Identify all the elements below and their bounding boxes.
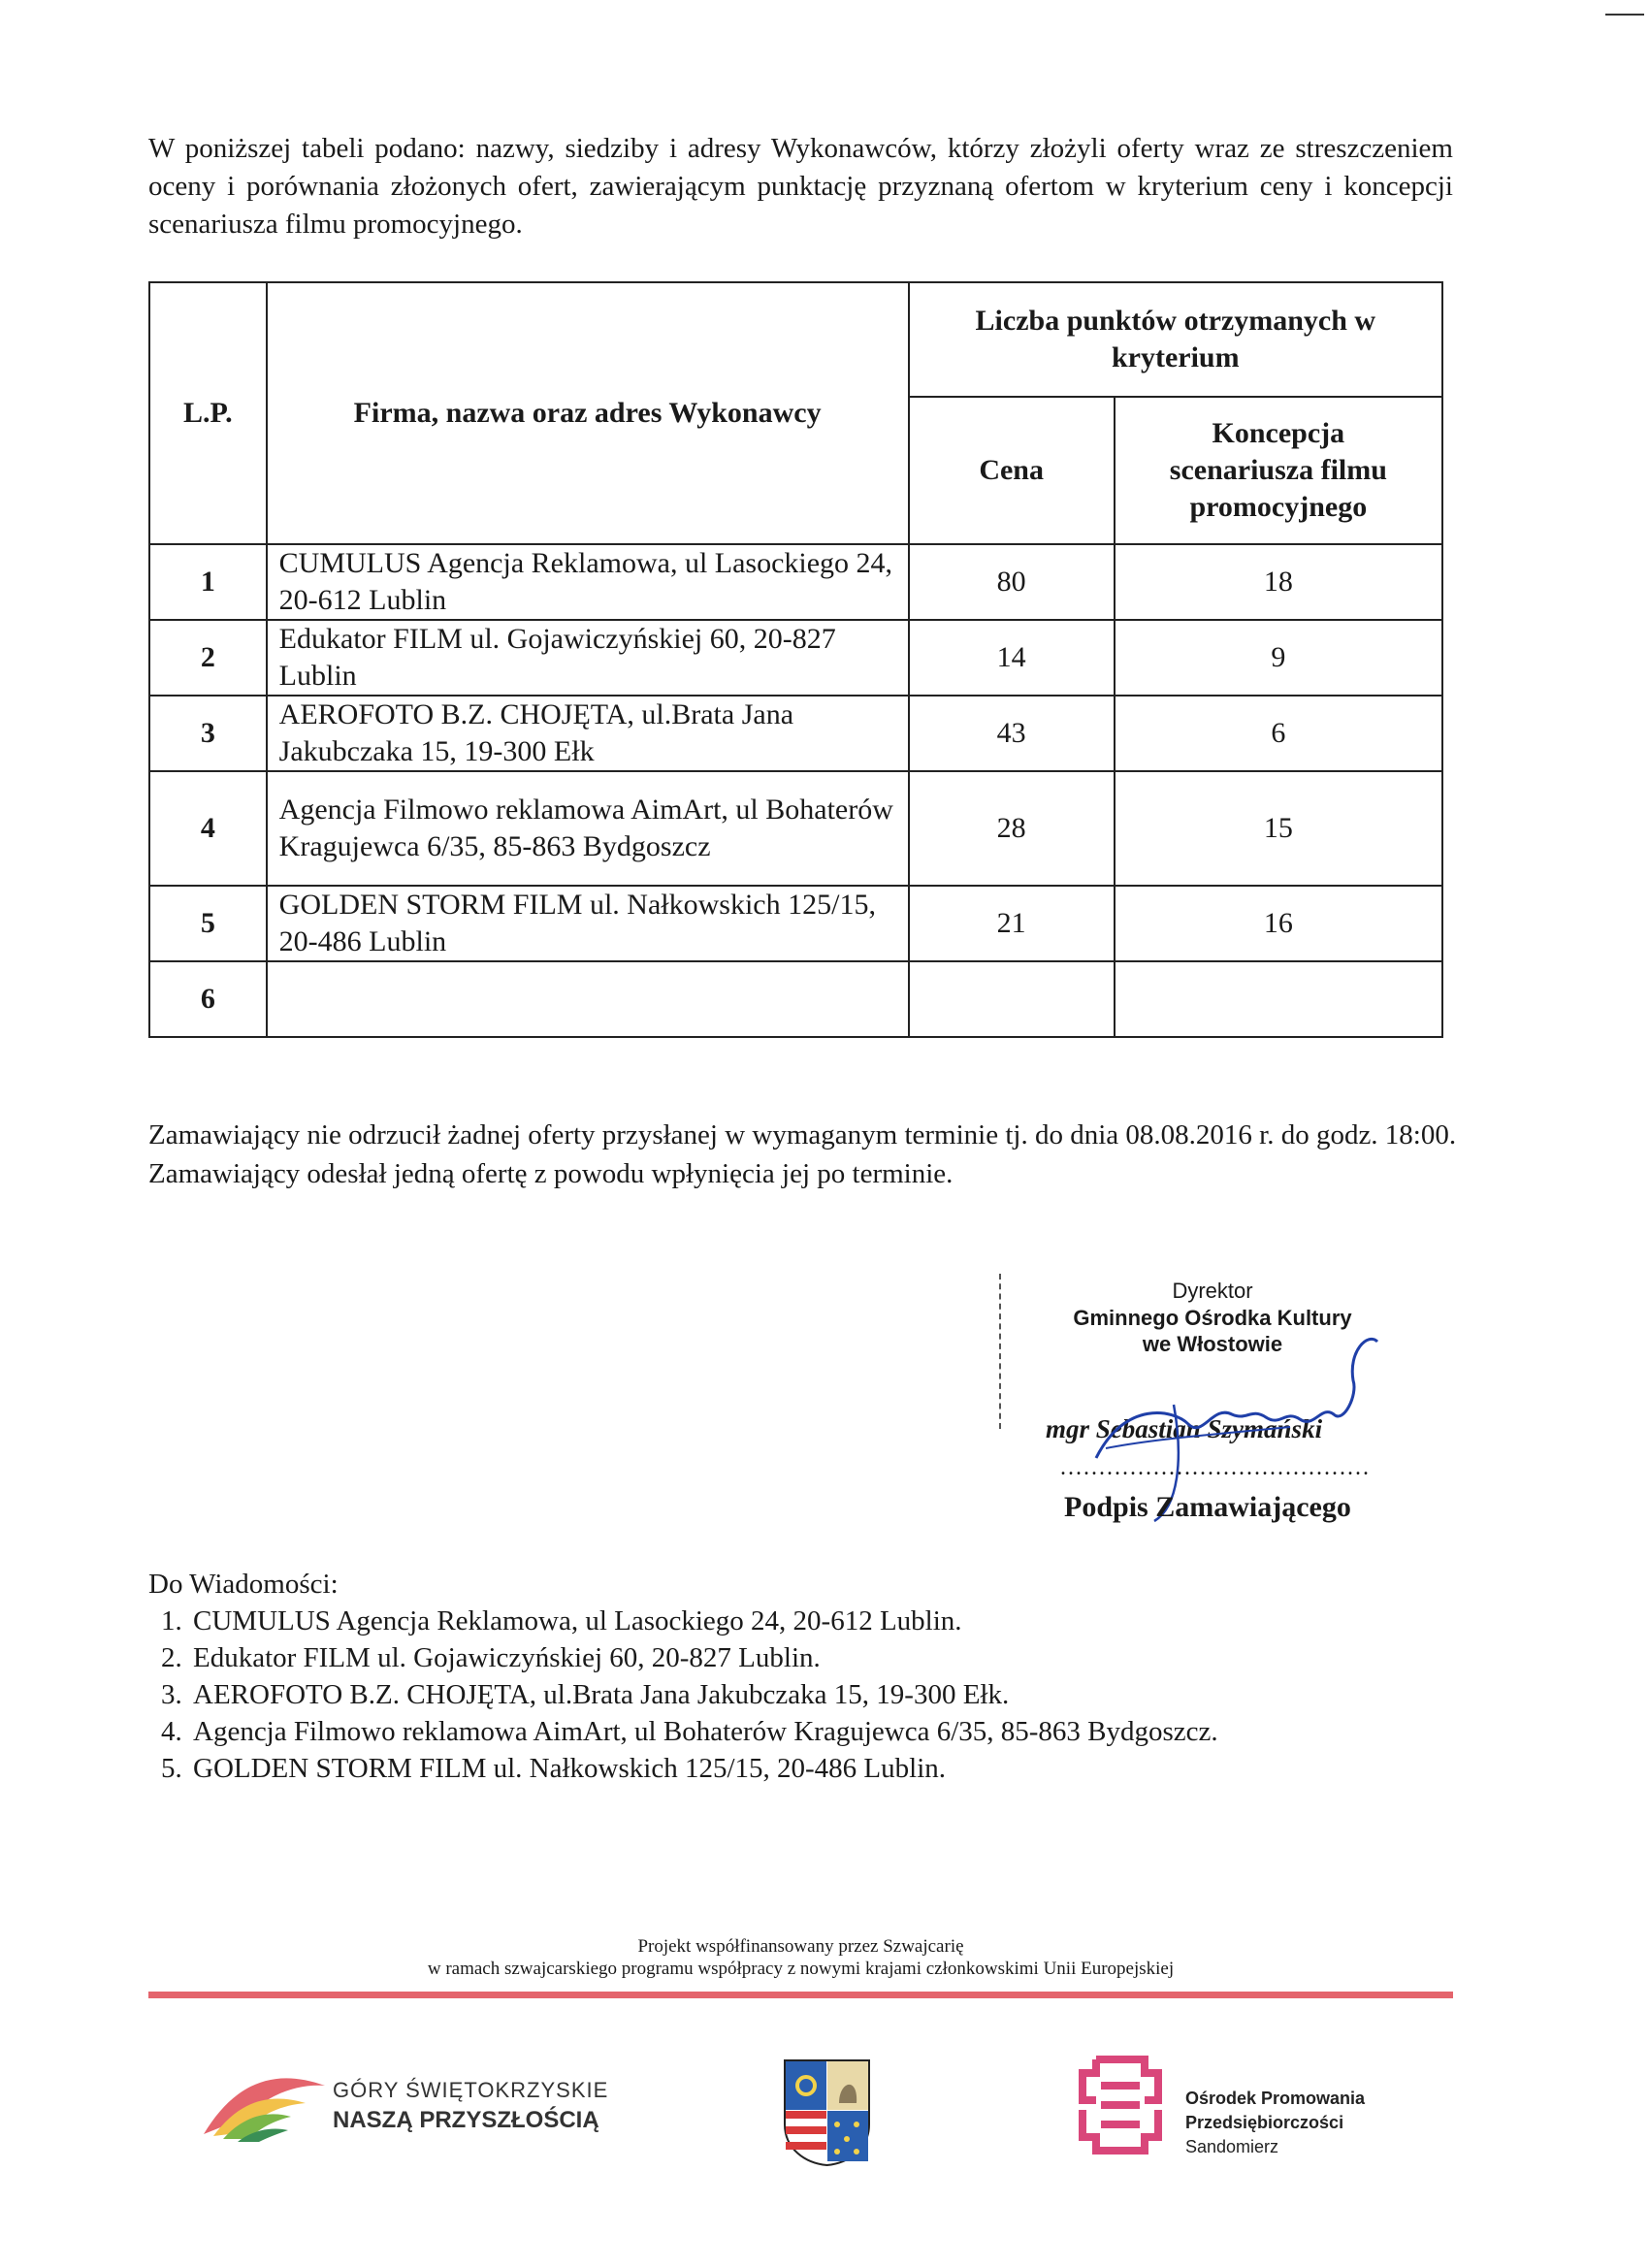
recipients-heading: Do Wiadomości: — [148, 1569, 339, 1600]
table-row — [149, 620, 1442, 696]
signature-dots: ........................................ — [1060, 1455, 1371, 1480]
row-lp: 5 — [149, 886, 267, 961]
signature-label: Podpis Zamawiającego — [1064, 1491, 1351, 1523]
row-lp: 1 — [149, 544, 267, 620]
note-deadline: Zamawiający nie odrzucił żadnej oferty przysłanej w wymaganym terminie tj. do dnia 08.08.2016 r. do godz. 18:00. — [148, 1119, 1457, 1150]
gory-swietokrzyskie-logo-icon — [199, 2057, 335, 2144]
notes — [148, 1116, 1477, 1193]
opp-sandomierz-logo-icon — [1067, 2052, 1174, 2158]
header-lp: L.P. — [149, 282, 267, 544]
cofinancing-line2: w ramach szwajcarskiego programu współpracy z nowymi krajami członkowskimi Unii Europejskiej — [427, 1959, 1175, 1979]
logo3-line2: Przedsiębiorczości — [1185, 2113, 1344, 2132]
header-cena: Cena — [909, 397, 1115, 544]
row-lp: 6 — [149, 961, 267, 1037]
row-cena: 28 — [909, 771, 1115, 886]
header-points: Liczba punktów otrzymanych w kryterium — [909, 282, 1442, 397]
row-koncepcja: 6 — [1115, 696, 1442, 771]
row-koncepcja: 15 — [1115, 771, 1442, 886]
row-lp: 2 — [149, 620, 267, 696]
row-koncepcja — [1115, 961, 1442, 1037]
row-koncepcja: 16 — [1115, 886, 1442, 961]
row-firma: AEROFOTO B.Z. CHOJĘTA, ul.Brata Jana Jakubczaka 15, 19-300 Ełk — [267, 696, 909, 771]
recipient-item: 1. CUMULUS Agencja Reklamowa, ul Lasockiego 24, 20-612 Lublin. — [189, 1603, 1218, 1639]
table-row — [149, 961, 1442, 1037]
row-cena: 80 — [909, 544, 1115, 620]
table-row — [149, 696, 1442, 771]
row-koncepcja: 9 — [1115, 620, 1442, 696]
row-cena: 14 — [909, 620, 1115, 696]
row-cena: 43 — [909, 696, 1115, 771]
table-row — [149, 771, 1442, 886]
note-late-offer: Zamawiający odesłał jedną ofertę z powodu wpłynięcia jej po terminie. — [148, 1158, 954, 1189]
recipient-item: 5. GOLDEN STORM FILM ul. Nałkowskich 125/15, 20-486 Lublin. — [189, 1750, 1218, 1787]
row-firma: GOLDEN STORM FILM ul. Nałkowskich 125/15, 20-486 Lublin — [267, 886, 909, 961]
recipient-item: 2. Edukator FILM ul. Gojawiczyńskiej 60, 20-827 Lublin. — [189, 1639, 1218, 1676]
coat-of-arms-icon — [781, 2057, 873, 2168]
director-stamp — [999, 1274, 1406, 1458]
row-firma: CUMULUS Agencja Reklamowa, ul Lasockiego 24, 20-612 Lublin — [267, 544, 909, 620]
row-cena — [909, 961, 1115, 1037]
row-firma: Edukator FILM ul. Gojawiczyńskiej 60, 20-827 Lublin — [267, 620, 909, 696]
row-lp: 4 — [149, 771, 267, 886]
row-firma: Agencja Filmowo reklamowa AimArt, ul Bohaterów Kragujewca 6/35, 85-863 Bydgoszcz — [267, 771, 909, 886]
cofinancing-line1: Projekt współfinansowany przez Szwajcarię — [637, 1936, 964, 1957]
table-row — [149, 886, 1442, 961]
row-firma — [267, 961, 909, 1037]
recipient-item: 3. AEROFOTO B.Z. CHOJĘTA, ul.Brata Jana Jakubczaka 15, 19-300 Ełk. — [189, 1676, 1218, 1713]
row-cena: 21 — [909, 886, 1115, 961]
logo1-line2: NASZĄ PRZYSZŁOŚCIĄ — [333, 2107, 599, 2133]
row-koncepcja: 18 — [1115, 544, 1442, 620]
stamp-place: we Włostowie — [1142, 1332, 1283, 1356]
stamp-org: Gminnego Ośrodka Kultury — [1073, 1306, 1352, 1330]
table-row — [149, 544, 1442, 620]
logo3-line3: Sandomierz — [1185, 2137, 1279, 2156]
logo1-line1: GÓRY ŚWIĘTOKRZYSKIE — [333, 2078, 609, 2102]
logo3-line1: Ośrodek Promowania — [1185, 2089, 1366, 2108]
recipients-list — [148, 1603, 1218, 1787]
footer-divider — [148, 1992, 1453, 1998]
intro-paragraph: W poniższej tabeli podano: nazwy, siedziby i adresy Wykonawców, którzy złożyli oferty wraz ze streszczeniem oceny i porównania złożonych ofert, zawierającym punktację przyznaną ofertom w kryterium ceny i koncepcji scenariusza filmu promocyjnego. — [148, 133, 1453, 240]
stamp-name: mgr Sebastian Szymański — [1046, 1414, 1323, 1443]
corner-mark — [1605, 14, 1644, 16]
header-firma: Firma, nazwa oraz adres Wykonawcy — [267, 282, 909, 544]
row-lp: 3 — [149, 696, 267, 771]
stamp-border — [999, 1274, 1003, 1429]
recipient-item: 4. Agencja Filmowo reklamowa AimArt, ul Bohaterów Kragujewca 6/35, 85-863 Bydgoszcz. — [189, 1713, 1218, 1750]
recipients-section — [148, 1566, 1218, 1787]
cofinancing-note — [148, 1935, 1453, 1980]
offers-table — [148, 281, 1443, 1038]
header-koncepcja: Koncepcja scenariusza filmu promocyjnego — [1115, 397, 1442, 544]
stamp-title: Dyrektor — [1172, 1279, 1253, 1303]
